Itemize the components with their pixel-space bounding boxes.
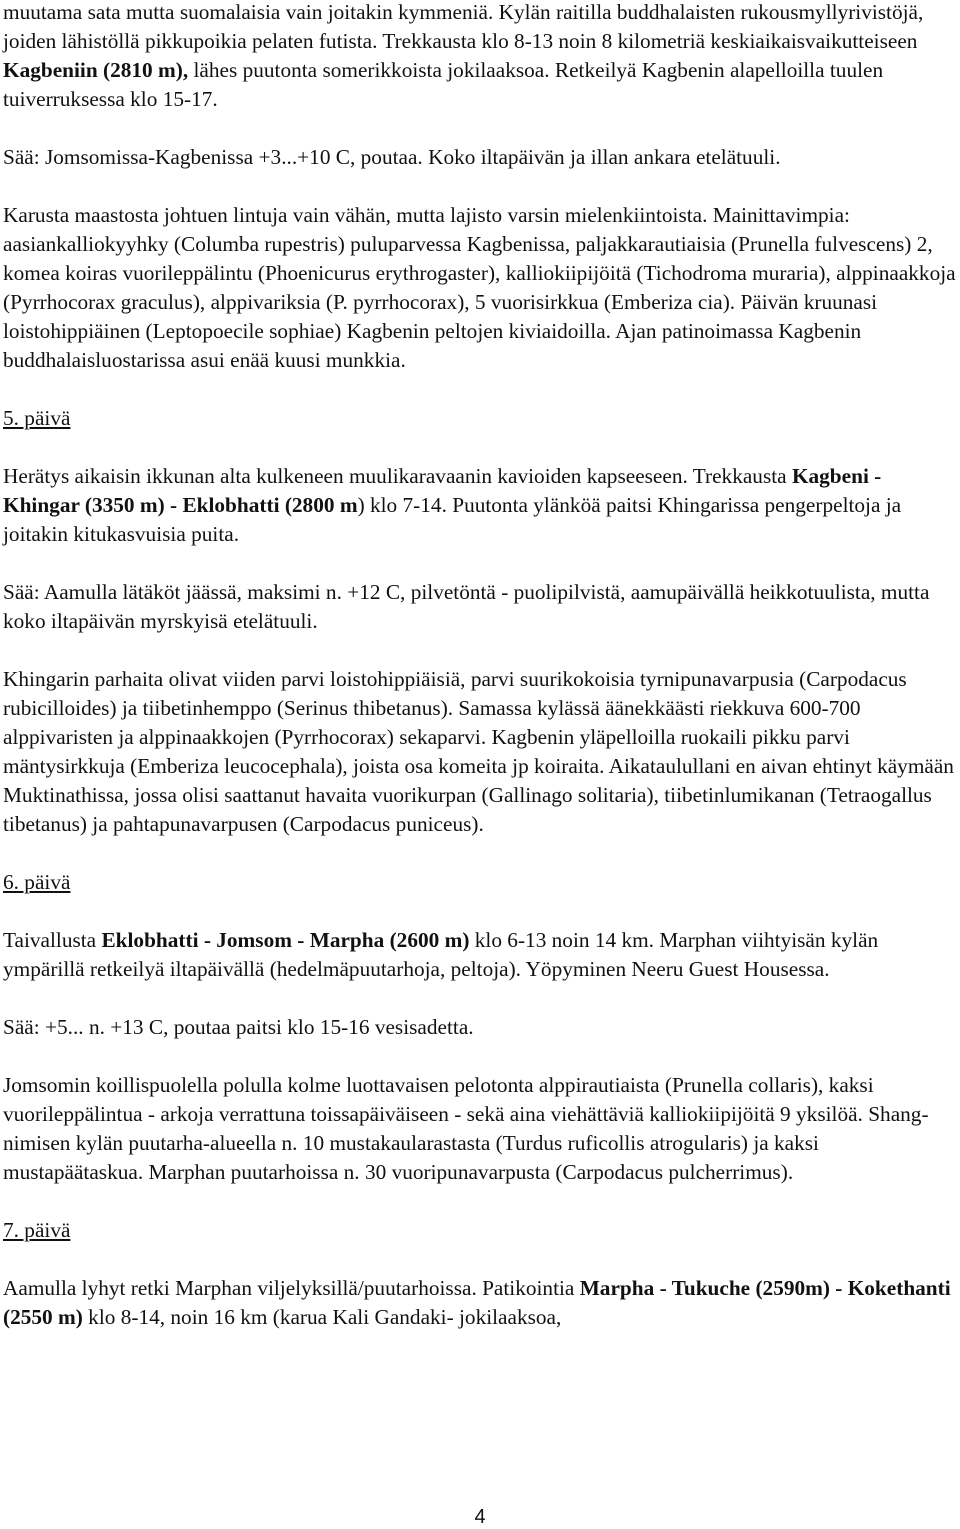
paragraph-birds-day6: Jomsomin koillispuolella polulla kolme luottavaisen pelotonta alppirautiaista (Prunella collaris), kaksi vuorileppälintua - arkoja verrattuna toissapäiväiseen - sekä aina viehättäviä kalliokiipijöitä 9 yksilöä. Shang-nimisen kylän puutarha-alueella n. 10 mustakaularastasta (Turdus ruficollis atrogularis) ja kaksi mustapäätaskua. Marphan puutarhoissa n. 30 vuoripunavarpusta (Carpodacus pulcherrimus). (3, 1073, 929, 1184)
heading-day-6: 6. päivä (3, 870, 71, 894)
text-run: muutama sata mutta suomalaisia vain joitakin kymmeniä. Kylän raitilla buddhalaisten rukousmyllyrivistöjä, joiden lähistöllä pikkupoikia pelaten futista. Trekkausta klo 8-13 noin 8 kilometriä keskiaikaisvaikutteiseen (3, 0, 924, 53)
paragraph-birds-day4: Karusta maastosta johtuen lintuja vain vähän, mutta lajisto varsin mielenkiintoista. Mainittavimpia: aasiankalliokyyhky (Columba rupestris) puluparvessa Kagbenissa, paljakkarautiaisia (Prunella fulvescens) 2, komea koiras vuorileppälintu (Phoenicurus erythrogaster), kalliokiipijöitä (Tichodroma muraria), alppinaakkoja (Pyrrhocorax graculus), alppivariksia (P. pyrrhocorax), 5 vuorisirkkua (Emberiza cia). Päivän kruunasi loistohippiäinen (Leptopoecile sophiae) Kagbenin peltojen kiviaidoilla. Ajan patinoimassa Kagbenin buddhalaisluostarissa asui enää kuusi munkkia. (3, 203, 956, 372)
bold-route-day7: Marpha - Tukuche (2590m) - Kokethanti (2550 m) (3, 1276, 951, 1329)
bold-route-day5: Kagbeni - Khingar (3350 m) - Eklobhatti (2800 m (3, 464, 882, 517)
paragraph-trek-day5 (3, 462, 957, 549)
paragraph-birds-day5: Khingarin parhaita olivat viiden parvi loistohippiäisiä, parvi suurikokoisia tyrnipunavarpusia (Carpodacus rubicilloides) ja tiibetinhemppo (Serinus thibetanus). Samassa kylässä äänekkäästi riekkuva 600-700 alppivaristen ja alppinaakkojen (Pyrrhocorax) sekaparvi. Kagbenin yläpelloilla ruokaili pikku parvi mäntysirkkuja (Emberiza leucocephala), joista osa komeita jp koiraita. Aikataulullani en aivan ehtinyt käymään Muktinathissa, jossa olisi saattanut havaita vuorikurpan (Gallinago solitaria), tiibetinlumikanan (Tetraogallus tibetanus) ja pahtapunavarpusen (Carpodacus puniceus). (3, 667, 954, 836)
text-run: Taivallusta (3, 928, 102, 952)
paragraph-weather-day4: Sää: Jomsomissa-Kagbenissa +3...+10 C, poutaa. Koko iltapäivän ja illan ankara etelätuuli. (3, 145, 781, 169)
text-run: klo 6-13 noin 14 km. Marphan viihtyisän kylän ympärillä retkeilyä iltapäivällä (hedelmäpuutarhoja, peltoja). Yöpyminen Neeru Guest Housessa. (3, 928, 879, 981)
text-run: ) klo 7-14. Puutonta ylänköä paitsi Khingarissa pengerpeltoja ja joitakin kitukasvuisia puita. (3, 493, 902, 546)
text-run: lähes puutonta somerikkoista jokilaaksoa. Retkeilyä Kagbenin alapelloilla tuulen tuiverruksessa klo 15-17. (3, 58, 884, 111)
text-run: klo 8-14, noin 16 km (karua Kali Gandaki- jokilaaksoa, (82, 1305, 562, 1329)
paragraph-weather-day5: Sää: Aamulla lätäköt jäässä, maksimi n. +12 C, pilvetöntä - puolipilvistä, aamupäivällä heikkotuulista, mutta koko iltapäivän myrskyisä etelätuuli. (3, 580, 930, 633)
paragraph-trek-day7 (3, 1274, 957, 1332)
text-run: Aamulla lyhyt retki Marphan viljelyksillä/puutarhoissa. Patikointia (3, 1276, 580, 1300)
page-number: 4 (474, 1506, 486, 1528)
bold-route-day6: Eklobhatti - Jomsom - Marpha (2600 m) (101, 928, 470, 952)
heading-day-5: 5. päivä (3, 406, 71, 430)
paragraph-weather-day6: Sää: +5... n. +13 C, poutaa paitsi klo 15-16 vesisadetta. (3, 1015, 474, 1039)
document-page (3, 0, 957, 1332)
paragraph-kagbeni-trek (3, 0, 957, 114)
paragraph-trek-day6 (3, 926, 957, 984)
text-run: Herätys aikaisin ikkunan alta kulkeneen muulikaravaanin kavioiden kapseeseen. Trekkausta (3, 464, 792, 488)
heading-day-7: 7. päivä (3, 1218, 71, 1242)
bold-place-kagbeni: Kagbeniin (2810 m), (3, 58, 189, 82)
